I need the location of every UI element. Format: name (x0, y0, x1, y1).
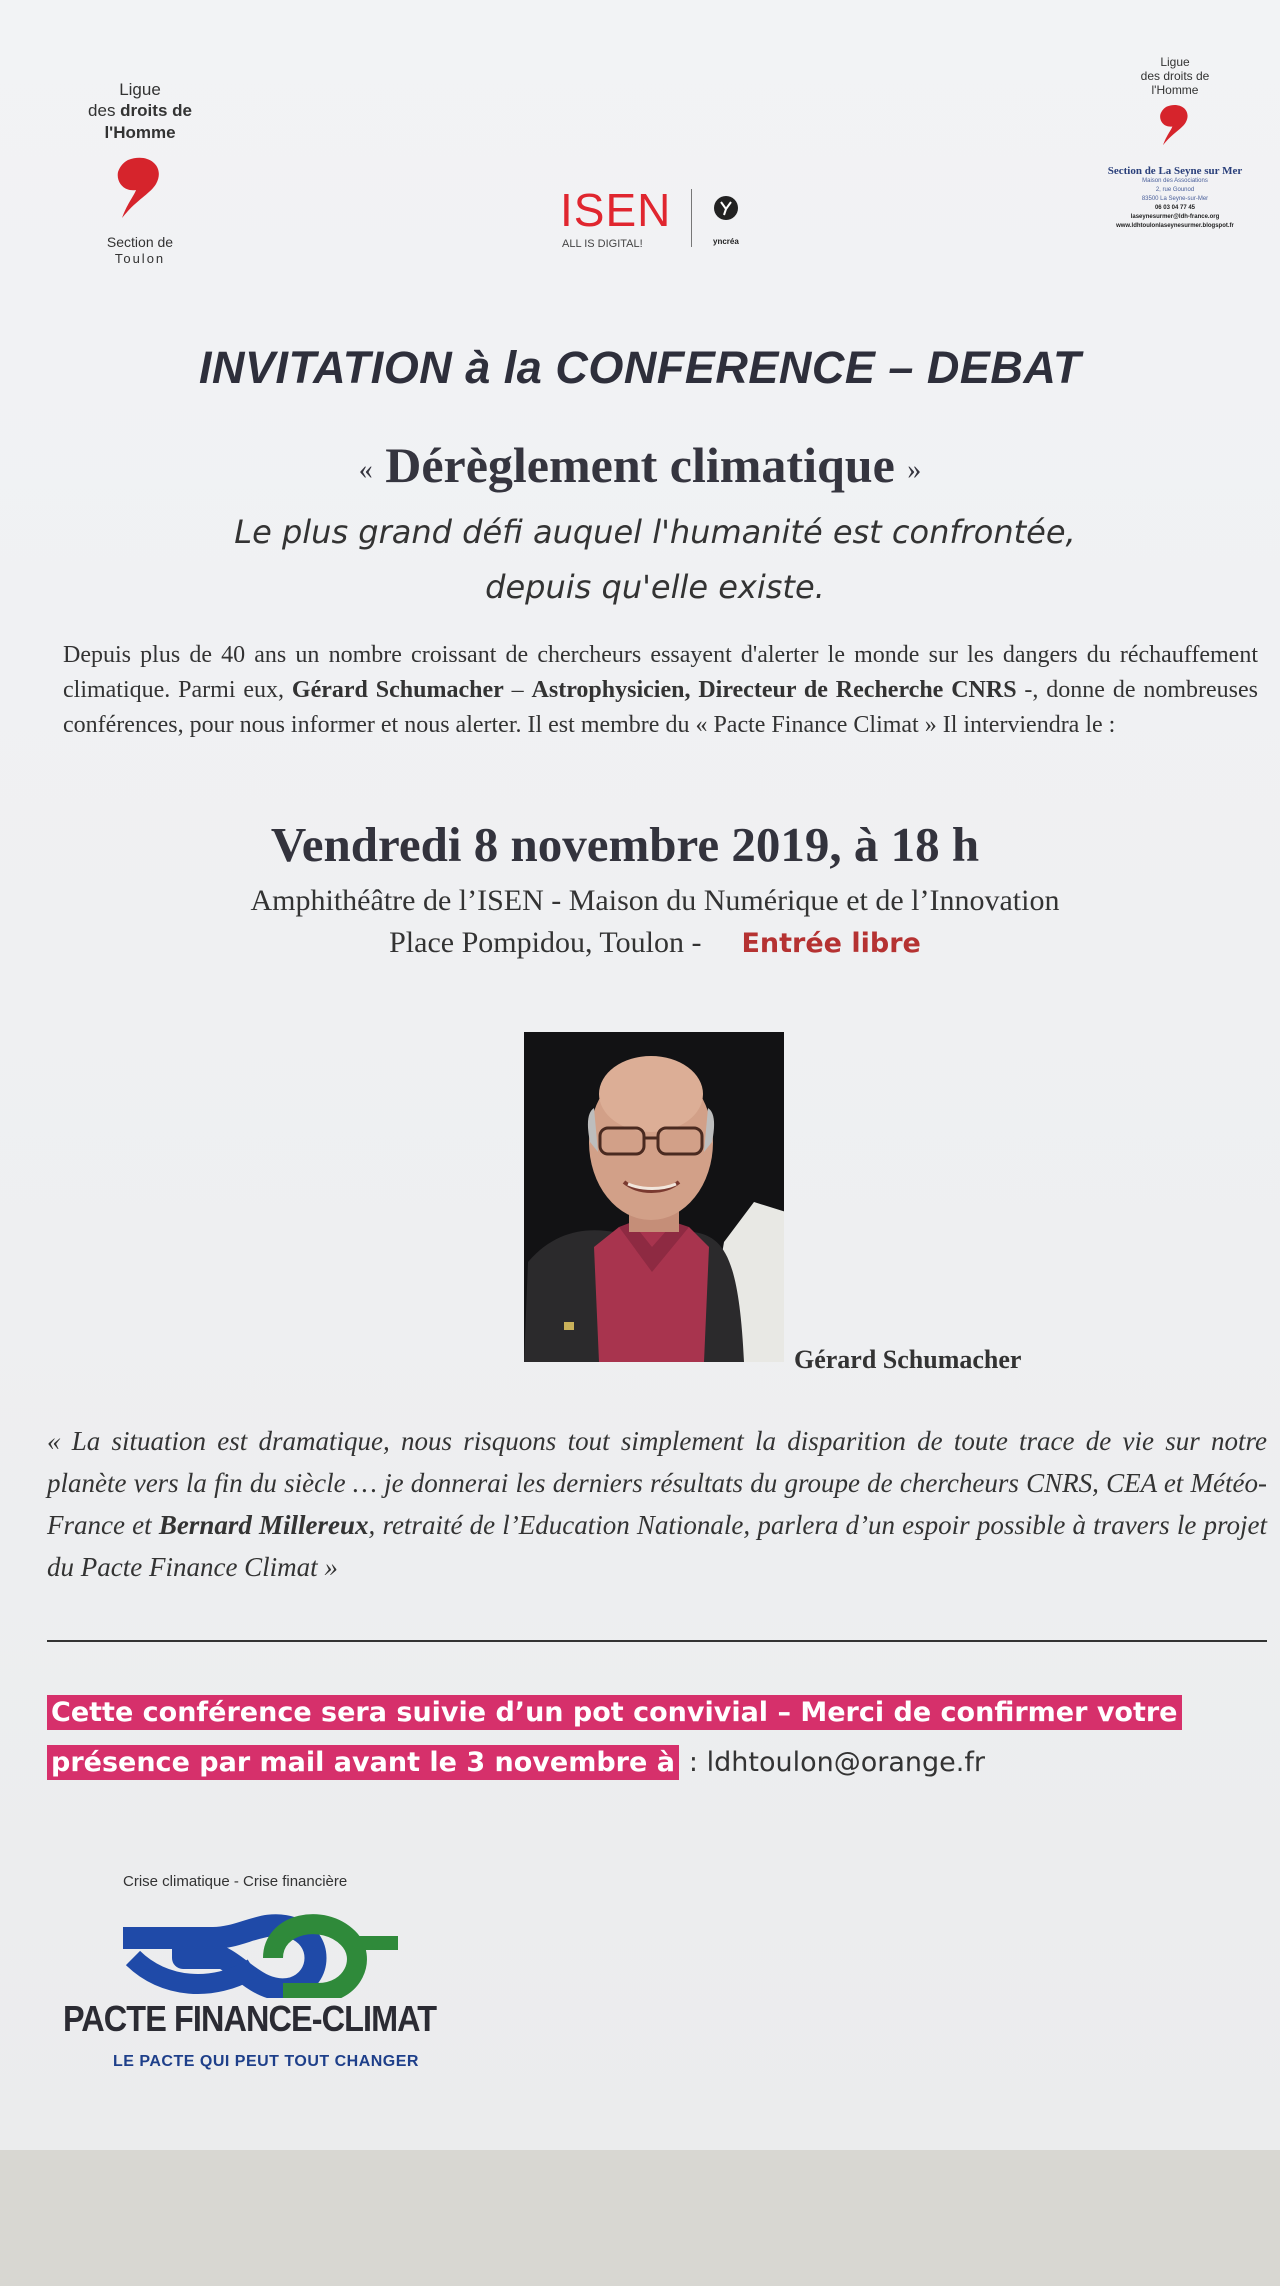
pacte-slogan: LE PACTE QUI PEUT TOUT CHANGER (113, 2053, 419, 2070)
pacte-top-line: Crise climatique - Crise financière (123, 1873, 348, 1890)
yncrea-logo (713, 195, 913, 246)
ldh-right-address3: 83500 La Seyne-sur-Mer (1141, 196, 1209, 202)
ldh-right-address2: 2, rue Gounod (1155, 187, 1195, 193)
pacte-finance-climat-logo (63, 1873, 483, 2093)
ldh-left-line1: Ligue (119, 80, 161, 99)
ldh-toulon-logo (60, 80, 220, 266)
ldh-right-section: Section de La Seyne sur Mer (1107, 165, 1243, 177)
ldh-left-line2: des droits de (88, 101, 192, 120)
rsvp-block (47, 1688, 1277, 1788)
rsvp-line1: Cette conférence sera suivie d’un pot convivial – Merci de confirmer votre (47, 1695, 1182, 1730)
pacte-name: PACTE FINANCE-CLIMAT (63, 1998, 437, 2039)
speaker-quote: « La situation est dramatique, nous risquons tout simplement la disparition de toute trace de vie sur notre planète vers la fin du siècle … je donnerai les derniers résultats du groupe de chercheurs CNRS, CEA et Météo-France et Bernard Millereux, retraité de l’Education Nationale, parlera d’un espoir possible à travers le projet du Pacte Finance Climat » (47, 1426, 1268, 1582)
ldh-laseyne-logo (1075, 55, 1275, 231)
speaker-photo (524, 1032, 784, 1362)
ldh-right-line3: l'Homme (1151, 83, 1199, 97)
speaker-name: Gérard Schumacher (291, 677, 504, 703)
pacte-knot-icon (123, 1898, 443, 1998)
theme-text: Dérèglement climatique (385, 437, 895, 493)
entry-badge: Entrée libre (741, 928, 921, 959)
ldh-mark-icon (1155, 97, 1195, 152)
co-speaker-name: Bernard Millereux (158, 1510, 369, 1540)
event-venue (0, 880, 1280, 965)
ldh-right-email: laseynesurmer@ldh-france.org (1130, 214, 1220, 220)
conference-subtitle: Le plus grand défi auquel l'humanité est confrontée, depuis qu'elle existe. (234, 513, 1076, 606)
rsvp-email[interactable]: : ldhtoulon@orange.fr (688, 1747, 985, 1778)
event-date: Vendredi 8 novembre 2019, à 18 h (270, 817, 980, 872)
conference-theme: « Dérèglement climatique » (358, 437, 922, 493)
venue-line2: Place Pompidou, Toulon - Entrée libre (389, 926, 921, 959)
photo-caption: Gérard Schumacher (794, 1345, 1022, 1374)
invitation-title: INVITATION à la CONFERENCE – DEBAT (198, 342, 1082, 393)
wall-background (0, 2150, 1280, 2286)
isen-tagline: ALL IS DIGITAL! (562, 238, 643, 250)
ldh-left-section: Section de (106, 234, 174, 250)
ldh-right-line1: Ligue (1160, 55, 1190, 69)
yncrea-name: yncréa (713, 237, 739, 246)
ldh-left-line3: l'Homme (104, 123, 176, 142)
ldh-right-address1: Maison des Associations (1142, 178, 1208, 184)
ldh-right-line2: des droits de (1140, 69, 1210, 83)
ldh-right-blog: www.ldhtoulonlaseynesurmer.blogspot.fr (1116, 223, 1234, 229)
intro-paragraph: Depuis plus de 40 ans un nombre croissant de chercheurs essayent d'alerter le monde sur les dangers du réchauffement climatique. Parmi eux, Gérard Schumacher – Astrophysicien, Directeur de Recherche CNRS -, donne de nombreuses conférences, pour nous informer et nous alerter. Il est membre du « Pacte Finance Climat » Il interviendra le : (63, 642, 1259, 738)
ldh-right-phone: 06 03 04 77 45 (1154, 205, 1196, 211)
divider (47, 1640, 1267, 1642)
ldh-mark-icon (110, 152, 170, 222)
venue-line1: Amphithéâtre de l’ISEN - Maison du Numérique et de l’Innovation (250, 884, 1060, 917)
rsvp-line2: présence par mail avant le 3 novembre à (47, 1745, 679, 1780)
isen-separator (691, 189, 692, 247)
speaker-portrait-image (524, 1032, 784, 1362)
ldh-left-city: Toulon (114, 251, 166, 266)
isen-name: ISEN (560, 184, 672, 236)
speaker-title: Astrophysicien, Directeur de Recherche CNRS (531, 677, 1017, 703)
yncrea-icon (713, 195, 739, 221)
